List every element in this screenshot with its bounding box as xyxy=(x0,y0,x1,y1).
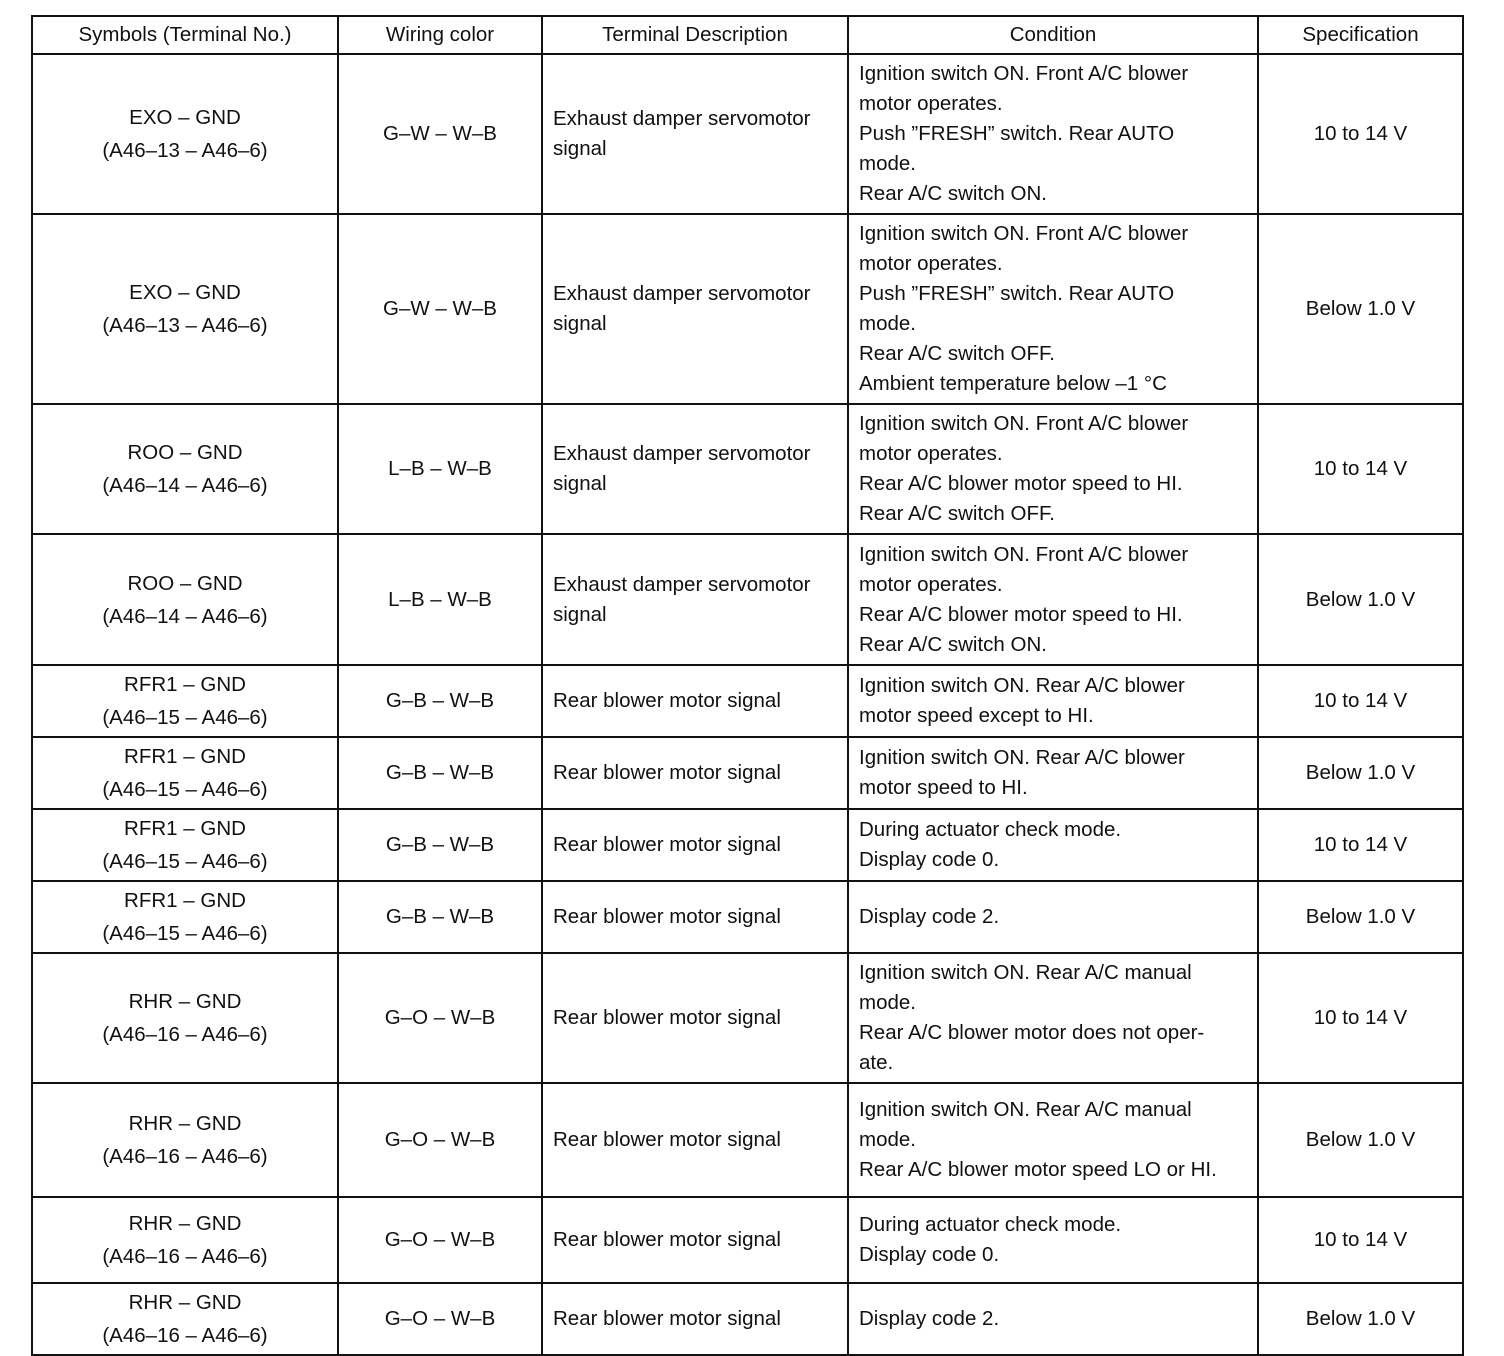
symbol-label: ROO – GND xyxy=(127,441,243,464)
terminal-numbers: (A46–14 – A46–6) xyxy=(102,474,268,497)
terminal-numbers: (A46–15 – A46–6) xyxy=(102,706,268,729)
condition-line: mode. xyxy=(859,312,916,335)
symbol-label: RFR1 – GND xyxy=(124,889,246,912)
terminal-numbers: (A46–15 – A46–6) xyxy=(102,922,268,945)
cell-condition xyxy=(848,54,1258,214)
cell-condition xyxy=(848,404,1258,534)
condition-line: mode. xyxy=(859,1128,916,1151)
condition-line: During actuator check mode. xyxy=(859,818,1122,841)
cell-specification: 10 to 14 V xyxy=(1258,953,1463,1083)
table-row xyxy=(32,1283,1463,1355)
cell-condition xyxy=(848,953,1258,1083)
cell-terminal-description: Rear blower motor signal xyxy=(542,737,848,809)
cell-symbol xyxy=(32,1197,338,1283)
condition-line: motor operates. xyxy=(859,252,1003,275)
table-row xyxy=(32,881,1463,953)
condition-line: Ignition switch ON. Rear A/C blower xyxy=(859,746,1185,769)
cell-symbol xyxy=(32,737,338,809)
cell-condition xyxy=(848,665,1258,737)
cell-specification: 10 to 14 V xyxy=(1258,54,1463,214)
table-row xyxy=(32,1083,1463,1197)
header-specification: Specification xyxy=(1258,16,1463,54)
cell-specification: Below 1.0 V xyxy=(1258,534,1463,665)
symbol-label: RFR1 – GND xyxy=(124,745,246,768)
cell-symbol xyxy=(32,881,338,953)
cell-wiring-color: G–O – W–B xyxy=(338,1083,542,1197)
cell-condition xyxy=(848,1197,1258,1283)
cell-wiring-color: G–B – W–B xyxy=(338,881,542,953)
cell-condition xyxy=(848,1283,1258,1355)
cell-symbol xyxy=(32,404,338,534)
cell-condition xyxy=(848,214,1258,404)
cell-terminal-description: Rear blower motor signal xyxy=(542,953,848,1083)
condition-line: motor operates. xyxy=(859,92,1003,115)
condition-line: Display code 2. xyxy=(859,1307,1000,1330)
terminal-numbers: (A46–16 – A46–6) xyxy=(102,1145,268,1168)
table-row xyxy=(32,1197,1463,1283)
terminal-numbers: (A46–16 – A46–6) xyxy=(102,1023,268,1046)
header-condition: Condition xyxy=(848,16,1258,54)
table-body xyxy=(32,54,1463,1355)
cell-terminal-description: Rear blower motor signal xyxy=(542,1197,848,1283)
cell-wiring-color: G–W – W–B xyxy=(338,214,542,404)
cell-wiring-color: G–W – W–B xyxy=(338,54,542,214)
cell-terminal-description: Exhaust damper servomotor signal xyxy=(542,404,848,534)
cell-condition xyxy=(848,534,1258,665)
cell-specification: 10 to 14 V xyxy=(1258,404,1463,534)
cell-condition xyxy=(848,737,1258,809)
table-row xyxy=(32,534,1463,665)
condition-line: Ignition switch ON. Rear A/C blower xyxy=(859,674,1185,697)
cell-condition xyxy=(848,881,1258,953)
cell-symbol xyxy=(32,214,338,404)
condition-line: Rear A/C switch OFF. xyxy=(859,502,1055,525)
cell-terminal-description: Rear blower motor signal xyxy=(542,881,848,953)
cell-symbol xyxy=(32,534,338,665)
terminal-numbers: (A46–13 – A46–6) xyxy=(102,139,268,162)
condition-line: Rear A/C blower motor speed to HI. xyxy=(859,602,1183,626)
symbol-label: ROO – GND xyxy=(127,571,243,595)
cell-specification: 10 to 14 V xyxy=(1258,1197,1463,1283)
symbol-label: RFR1 – GND xyxy=(124,673,246,696)
cell-terminal-description: Rear blower motor signal xyxy=(542,1283,848,1355)
table-row xyxy=(32,214,1463,404)
terminal-numbers: (A46–16 – A46–6) xyxy=(102,1245,268,1268)
condition-line: mode. xyxy=(859,152,916,175)
cell-specification: 10 to 14 V xyxy=(1258,809,1463,881)
condition-line: Ambient temperature below –1 °C xyxy=(859,372,1167,395)
header-wiring-color: Wiring color xyxy=(338,16,542,54)
table-row xyxy=(32,809,1463,881)
condition-line: motor operates. xyxy=(859,442,1003,465)
condition-line: Ignition switch ON. Front A/C blower xyxy=(859,542,1189,566)
cell-symbol xyxy=(32,54,338,214)
terminal-numbers: (A46–14 – A46–6) xyxy=(102,604,268,628)
table-row xyxy=(32,54,1463,214)
cell-symbol xyxy=(32,1083,338,1197)
cell-symbol xyxy=(32,1283,338,1355)
cell-symbol xyxy=(32,665,338,737)
symbol-label: EXO – GND xyxy=(129,106,241,129)
terminal-numbers: (A46–15 – A46–6) xyxy=(102,850,268,873)
table-row xyxy=(32,404,1463,534)
condition-line: Ignition switch ON. Rear A/C manual xyxy=(859,961,1192,984)
header-symbols: Symbols (Terminal No.) xyxy=(32,16,338,54)
cell-terminal-description: Exhaust damper servomotor signal xyxy=(542,214,848,404)
terminal-spec-table xyxy=(31,15,1464,1356)
cell-terminal-description: Rear blower motor signal xyxy=(542,809,848,881)
condition-line: motor operates. xyxy=(859,572,1003,596)
condition-line: Push ”FRESH” switch. Rear AUTO xyxy=(859,282,1175,305)
condition-line: Rear A/C switch OFF. xyxy=(859,342,1055,365)
header-terminal-description: Terminal Description xyxy=(542,16,848,54)
cell-specification: 10 to 14 V xyxy=(1258,665,1463,737)
cell-wiring-color: L–B – W–B xyxy=(338,404,542,534)
condition-line: Display code 0. xyxy=(859,1243,1000,1266)
cell-specification: Below 1.0 V xyxy=(1258,737,1463,809)
cell-terminal-description: Rear blower motor signal xyxy=(542,665,848,737)
condition-line: Ignition switch ON. Front A/C blower xyxy=(859,412,1189,435)
terminal-numbers: (A46–13 – A46–6) xyxy=(102,314,268,337)
condition-line: Rear A/C switch ON. xyxy=(859,632,1047,656)
cell-wiring-color: G–B – W–B xyxy=(338,665,542,737)
table-row xyxy=(32,737,1463,809)
symbol-label: EXO – GND xyxy=(129,281,241,304)
condition-line: Push ”FRESH” switch. Rear AUTO xyxy=(859,122,1175,145)
cell-wiring-color: G–B – W–B xyxy=(338,737,542,809)
cell-wiring-color: G–B – W–B xyxy=(338,809,542,881)
cell-specification: Below 1.0 V xyxy=(1258,214,1463,404)
cell-wiring-color: G–O – W–B xyxy=(338,1283,542,1355)
condition-line: ate. xyxy=(859,1051,894,1074)
condition-line: Display code 2. xyxy=(859,905,1000,928)
header-row xyxy=(32,16,1463,54)
condition-line: Ignition switch ON. Front A/C blower xyxy=(859,62,1189,85)
condition-line: mode. xyxy=(859,991,916,1014)
cell-specification: Below 1.0 V xyxy=(1258,1083,1463,1197)
terminal-numbers: (A46–15 – A46–6) xyxy=(102,778,268,801)
condition-line: motor speed except to HI. xyxy=(859,704,1094,727)
condition-line: motor speed to HI. xyxy=(859,776,1028,799)
symbol-label: RHR – GND xyxy=(128,1291,242,1314)
cell-condition xyxy=(848,1083,1258,1197)
symbol-label: RHR – GND xyxy=(128,1212,242,1235)
condition-line: Rear A/C blower motor speed to HI. xyxy=(859,472,1183,495)
table-header xyxy=(32,16,1463,54)
symbol-label: RHR – GND xyxy=(128,990,242,1013)
table-row xyxy=(32,953,1463,1083)
condition-line: Display code 0. xyxy=(859,848,1000,871)
cell-terminal-description: Rear blower motor signal xyxy=(542,1083,848,1197)
cell-terminal-description: Exhaust damper servomotor signal xyxy=(542,54,848,214)
table-row xyxy=(32,665,1463,737)
condition-line: Rear A/C blower motor does not oper- xyxy=(859,1021,1205,1044)
cell-condition xyxy=(848,809,1258,881)
condition-line: Rear A/C switch ON. xyxy=(859,182,1047,205)
condition-line: Ignition switch ON. Rear A/C manual xyxy=(859,1098,1192,1121)
symbol-label: RHR – GND xyxy=(128,1112,242,1135)
cell-wiring-color: G–O – W–B xyxy=(338,953,542,1083)
cell-specification: Below 1.0 V xyxy=(1258,1283,1463,1355)
cell-wiring-color: G–O – W–B xyxy=(338,1197,542,1283)
cell-symbol xyxy=(32,953,338,1083)
symbol-label: RFR1 – GND xyxy=(124,817,246,840)
condition-line: Rear A/C blower motor speed LO or HI. xyxy=(859,1158,1217,1181)
terminal-numbers: (A46–16 – A46–6) xyxy=(102,1324,268,1347)
condition-line: During actuator check mode. xyxy=(859,1213,1122,1236)
cell-terminal-description: Exhaust damper servomotor signal xyxy=(542,534,848,665)
condition-line: Ignition switch ON. Front A/C blower xyxy=(859,222,1189,245)
cell-specification: Below 1.0 V xyxy=(1258,881,1463,953)
cell-wiring-color: L–B – W–B xyxy=(338,534,542,665)
cell-symbol xyxy=(32,809,338,881)
